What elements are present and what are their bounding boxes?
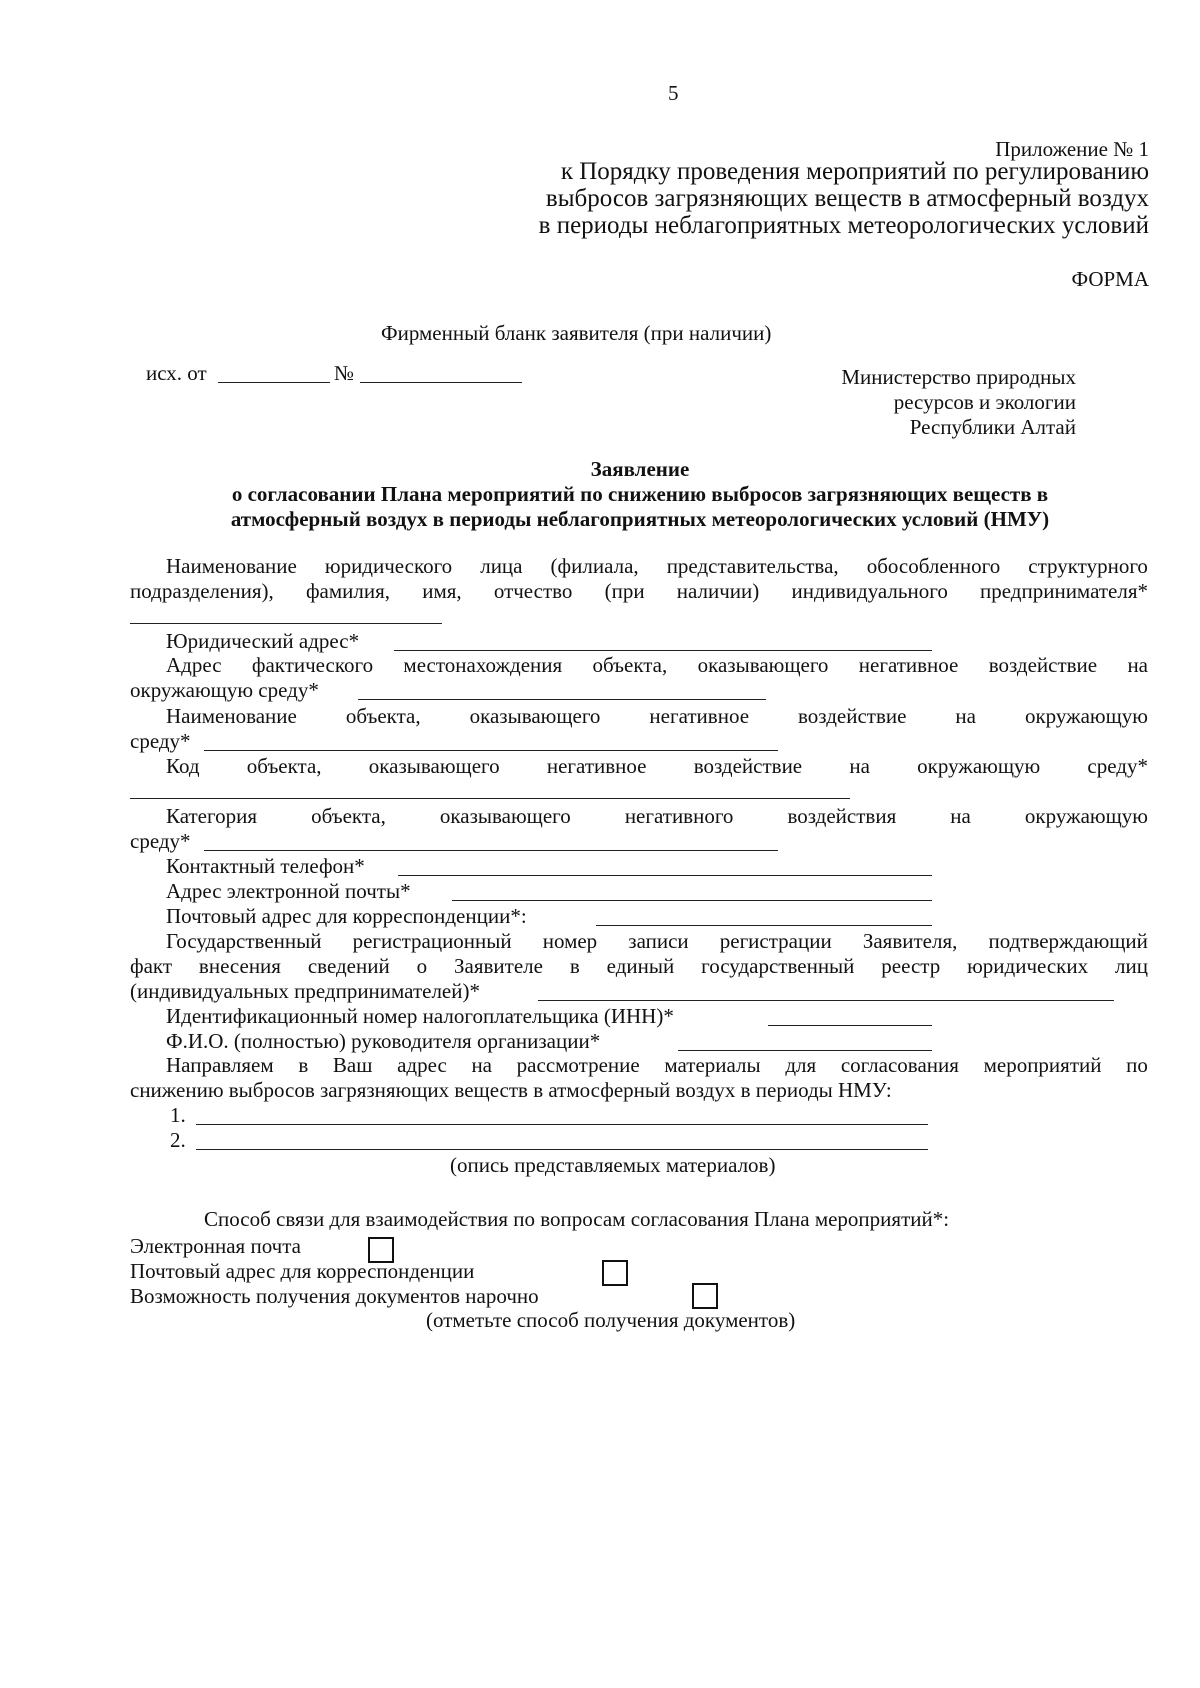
object-category-line-1: Категория объекта, оказывающего негативного воздействия на окружающую (166, 804, 1148, 828)
appendix-title: Приложение № 1 (995, 137, 1149, 161)
phone-input-line[interactable] (398, 875, 932, 876)
addressee-line-1: Министерство природных (841, 365, 1076, 389)
inn-label: Идентификационный номер налогоплательщика (ИНН)* (166, 1004, 674, 1028)
contact-post-label: Почтовый адрес для корреспонденции (130, 1259, 475, 1283)
actual-address-line-1: Адрес фактического местонахождения объекта, оказывающего негативное воздействие на (166, 653, 1148, 677)
outgoing-date-line[interactable] (218, 382, 330, 383)
materials-item-1-number: 1. (170, 1103, 186, 1127)
materials-line-1: Направляем в Ваш адрес на рассмотрение материалы для согласования мероприятий по (166, 1053, 1148, 1077)
contact-caption: (отметьте способ получения документов) (426, 1308, 796, 1332)
statement-subtitle-line-2: атмосферный воздух в периоды неблагоприятных метеорологических условий (НМУ) (230, 507, 1050, 531)
outgoing-date-label: исх. от (146, 361, 207, 385)
inn-input-line[interactable] (768, 1025, 932, 1026)
email-input-line[interactable] (452, 900, 932, 901)
ogrn-input-line[interactable] (538, 1000, 1114, 1001)
legal-address-label: Юридический адрес* (166, 629, 360, 653)
contact-method-title: Способ связи для взаимодействия по вопросам согласования Плана мероприятий*: (204, 1207, 950, 1231)
ogrn-line-3: (индивидуальных предпринимателей)* (130, 979, 480, 1003)
contact-hand-label: Возможность получения документов нарочно (130, 1284, 539, 1308)
object-name-line-2: среду* (130, 729, 191, 753)
object-category-line-2: среду* (130, 829, 191, 853)
addressee-line-3: Республики Алтай (909, 415, 1076, 439)
director-input-line[interactable] (678, 1050, 932, 1051)
appendix-line-1: к Порядку проведения мероприятий по регулированию (560, 158, 1149, 185)
actual-address-input-line[interactable] (358, 699, 766, 700)
statement-subtitle-line-1: о согласовании Плана мероприятий по снижению выбросов загрязняющих веществ в (231, 482, 1049, 506)
materials-item-2-number: 2. (170, 1128, 186, 1152)
appendix-line-2: выбросов загрязняющих веществ в атмосферный воздух (545, 185, 1149, 212)
outgoing-number-label: № (334, 361, 355, 385)
entity-name-line-2: подразделения), фамилия, имя, отчество (при наличии) индивидуального предпринимателя* (130, 579, 1148, 603)
contact-email-label: Электронная почта (130, 1234, 301, 1258)
entity-name-input-line[interactable] (130, 623, 442, 624)
ogrn-line-2: факт внесения сведений о Заявителе в единый государственный реестр юридических лиц (130, 954, 1148, 978)
contact-post-checkbox[interactable] (602, 1260, 628, 1286)
addressee-line-2: ресурсов и экологии (893, 390, 1076, 414)
ogrn-line-1: Государственный регистрационный номер записи регистрации Заявителя, подтверждающий (166, 929, 1148, 953)
object-name-input-line[interactable] (204, 750, 778, 751)
statement-title: Заявление (590, 457, 690, 481)
legal-address-input-line[interactable] (394, 650, 932, 651)
page-number: 5 (668, 81, 679, 105)
materials-item-1-line[interactable] (196, 1124, 928, 1125)
outgoing-number-line[interactable] (360, 382, 522, 383)
materials-caption: (опись представляемых материалов) (450, 1153, 776, 1177)
object-name-line-1: Наименование объекта, оказывающего негативное воздействие на окружающую (166, 704, 1148, 728)
form-label: ФОРМА (1071, 267, 1149, 291)
object-category-input-line[interactable] (204, 850, 778, 851)
postal-address-input-line[interactable] (596, 925, 932, 926)
letterhead-note: Фирменный бланк заявителя (при наличии) (381, 321, 772, 345)
entity-name-line-1: Наименование юридического лица (филиала, представительства, обособленного структурного (166, 554, 1148, 578)
object-code-input-line[interactable] (130, 798, 850, 799)
object-code-line-1: Код объекта, оказывающего негативное воздействие на окружающую среду* (166, 754, 1148, 778)
director-label: Ф.И.О. (полностью) руководителя организации* (166, 1029, 601, 1053)
materials-line-2: снижению выбросов загрязняющих веществ в атмосферный воздух в периоды НМУ: (130, 1078, 892, 1102)
contact-hand-checkbox[interactable] (692, 1283, 718, 1309)
materials-item-2-line[interactable] (196, 1149, 928, 1150)
appendix-line-3: в периоды неблагоприятных метеорологических условий (538, 212, 1149, 239)
actual-address-line-2: окружающую среду* (130, 678, 319, 702)
phone-label: Контактный телефон* (166, 854, 365, 878)
email-label: Адрес электронной почты* (166, 879, 411, 903)
postal-address-label: Почтовый адрес для корреспонденции*: (166, 904, 527, 928)
